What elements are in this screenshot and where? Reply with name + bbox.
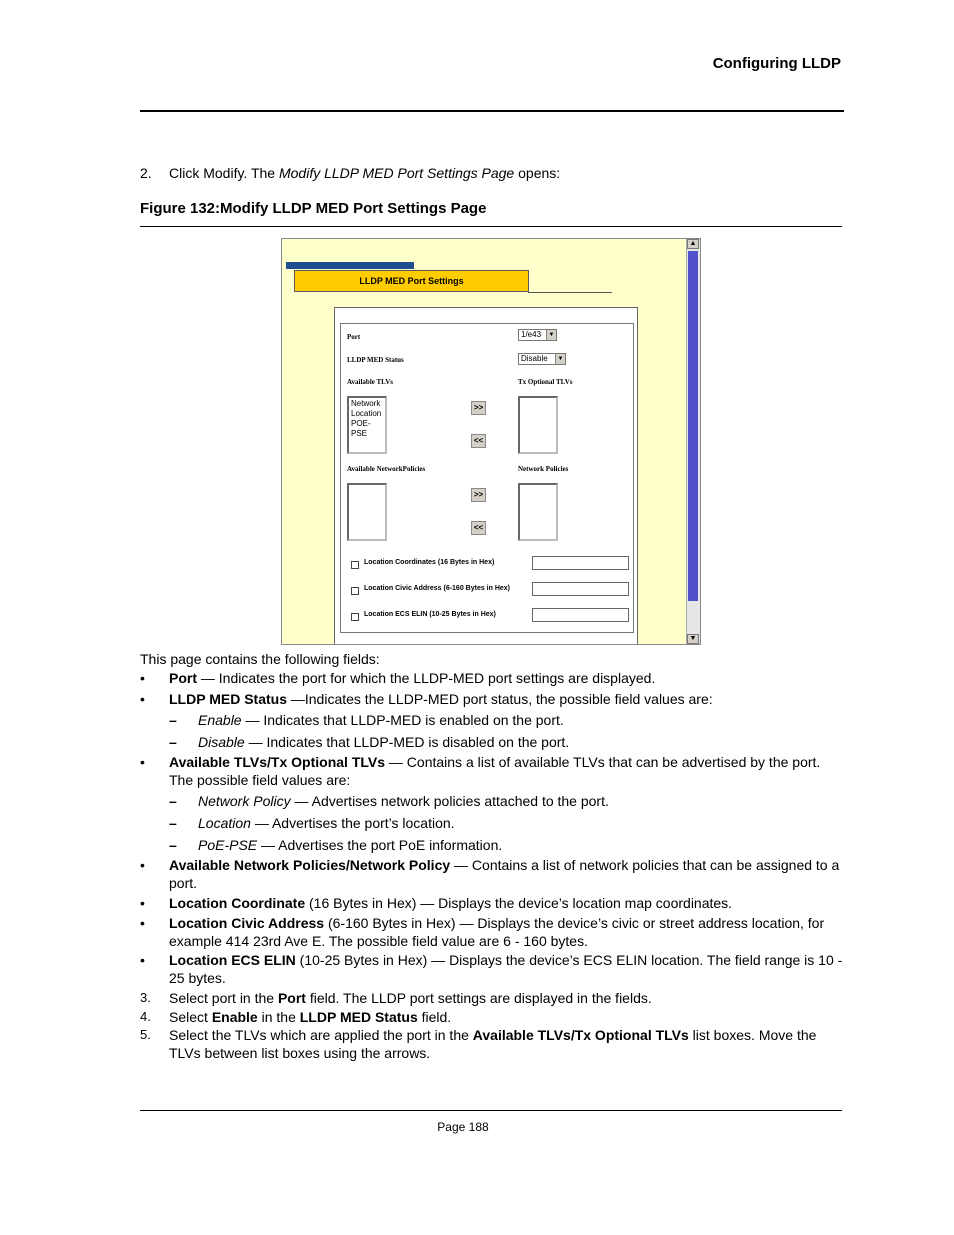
field-location-civic-address: Location Civic Address (6-160 Bytes in Hex) — Displays the device’s civic or street address location, for example 414 23rd Ave E. The possible field value are 6 - 160 bytes. [169, 915, 825, 949]
field-port: Port — Indicates the port for which the LLDP-MED port settings are displayed. [169, 670, 656, 686]
dash-icon: – [169, 734, 177, 750]
available-network-policies-label: Available NetworkPolicies [347, 465, 426, 473]
location-coordinates-input[interactable] [532, 556, 629, 570]
screenshot-figure [281, 238, 701, 645]
figure-caption: Figure 132:Modify LLDP MED Port Settings Page [140, 200, 487, 217]
available-tlvs-label: Available TLVs [347, 378, 393, 386]
bullet-icon: • [140, 691, 145, 707]
network-policies-label: Network Policies [518, 465, 569, 473]
port-label: Port [347, 333, 361, 341]
add-tlv-button[interactable]: >> [471, 401, 486, 415]
list-item[interactable]: Location [351, 409, 382, 418]
location-ecs-checkbox[interactable] [351, 613, 359, 621]
dash-icon: – [169, 793, 177, 809]
available-network-policies-listbox[interactable] [347, 483, 387, 541]
tab-lldp-med-port-settings[interactable]: LLDP MED Port Settings [294, 270, 529, 292]
remove-policy-button[interactable]: << [471, 521, 486, 535]
step-4-text: Select Enable in the LLDP MED Status field. [169, 1009, 452, 1025]
section-title: Configuring LLDP [712, 55, 841, 72]
network-policies-listbox[interactable] [518, 483, 558, 541]
tx-optional-tlvs-listbox[interactable] [518, 396, 558, 454]
location-ecs-input[interactable] [532, 608, 629, 622]
footer-rule [140, 1110, 842, 1111]
scroll-down-icon[interactable]: ▼ [687, 634, 699, 644]
value-disable: Disable — Indicates that LLDP-MED is disabled on the port. [198, 734, 570, 750]
port-select[interactable] [518, 329, 557, 341]
dash-icon: – [169, 837, 177, 853]
lldp-med-status-label: LLDP MED Status [347, 356, 404, 364]
settings-form [340, 323, 634, 633]
port-select-value: 1/e43 [521, 330, 542, 339]
location-civic-input[interactable] [532, 582, 629, 596]
add-policy-button[interactable]: >> [471, 488, 486, 502]
step-3-text: Select port in the Port field. The LLDP port settings are displayed in the fields. [169, 990, 652, 1006]
step-3-number: 3. [140, 990, 151, 1005]
tx-optional-tlvs-label: Tx Optional TLVs [518, 378, 573, 386]
bullet-icon: • [140, 754, 145, 770]
page-number: Page 188 [437, 1120, 489, 1134]
header-rule [140, 110, 844, 112]
tab-underline [528, 292, 612, 293]
list-item[interactable]: POE-PSE [351, 419, 371, 438]
bullet-icon: • [140, 670, 145, 686]
bullet-icon: • [140, 895, 145, 911]
status-select-value: Disable [521, 354, 548, 363]
dash-icon: – [169, 815, 177, 831]
value-network-policy: Network Policy — Advertises network policies attached to the port. [198, 793, 609, 809]
vertical-scrollbar[interactable] [686, 239, 700, 644]
step-2-text: Click Modify. The Modify LLDP MED Port Settings Page opens: [169, 165, 561, 181]
location-coordinates-checkbox[interactable] [351, 561, 359, 569]
field-lldp-med-status: LLDP MED Status —Indicates the LLDP-MED port status, the possible field values are: [169, 691, 713, 707]
field-location-coordinate: Location Coordinate (16 Bytes in Hex) — Displays the device’s location map coordinates. [169, 895, 733, 911]
bullet-icon: • [140, 915, 145, 931]
fields-intro: This page contains the following fields: [140, 651, 380, 667]
value-location: Location — Advertises the port’s location. [198, 815, 455, 831]
step-4-number: 4. [140, 1009, 151, 1024]
dash-icon: – [169, 712, 177, 728]
scroll-up-icon[interactable]: ▲ [687, 239, 699, 249]
location-coordinates-label: Location Coordinates (16 Bytes in Hex) [364, 559, 495, 566]
chevron-down-icon: ▼ [546, 330, 556, 340]
chevron-down-icon: ▼ [555, 354, 565, 364]
bullet-icon: • [140, 857, 145, 873]
tab-accent-bar [286, 262, 414, 269]
remove-tlv-button[interactable]: << [471, 434, 486, 448]
field-location-ecs-elin: Location ECS ELIN (10-25 Bytes in Hex) — Displays the device’s ECS ELIN location. The field range is 10 - 25 bytes. [169, 952, 843, 986]
field-network-policies: Available Network Policies/Network Policy — Contains a list of network policies that can be assigned to a port. [169, 857, 840, 891]
field-available-tlvs: Available TLVs/Tx Optional TLVs — Contains a list of available TLVs that can be advertised by the port. The possible field values are: [169, 754, 821, 788]
step-5-text: Select the TLVs which are applied the port in the Available TLVs/Tx Optional TLVs list boxes. Move the TLVs between list boxes using the arrows. [169, 1027, 817, 1061]
lldp-med-status-select[interactable] [518, 353, 566, 365]
list-item[interactable]: Network [351, 399, 381, 408]
value-poe-pse: PoE-PSE — Advertises the port PoE information. [198, 837, 503, 853]
location-ecs-label: Location ECS ELIN (10-25 Bytes in Hex) [364, 611, 496, 618]
value-enable: Enable — Indicates that LLDP-MED is enabled on the port. [198, 712, 564, 728]
available-tlvs-listbox[interactable] [347, 396, 387, 454]
caption-rule [140, 226, 842, 227]
step-5-number: 5. [140, 1027, 151, 1042]
location-civic-checkbox[interactable] [351, 587, 359, 595]
bullet-icon: • [140, 952, 145, 968]
scrollbar-thumb[interactable] [688, 251, 698, 601]
step-2-number: 2. [140, 165, 152, 181]
location-civic-label: Location Civic Address (6-160 Bytes in Hex) [364, 585, 511, 592]
settings-panel [334, 307, 638, 645]
